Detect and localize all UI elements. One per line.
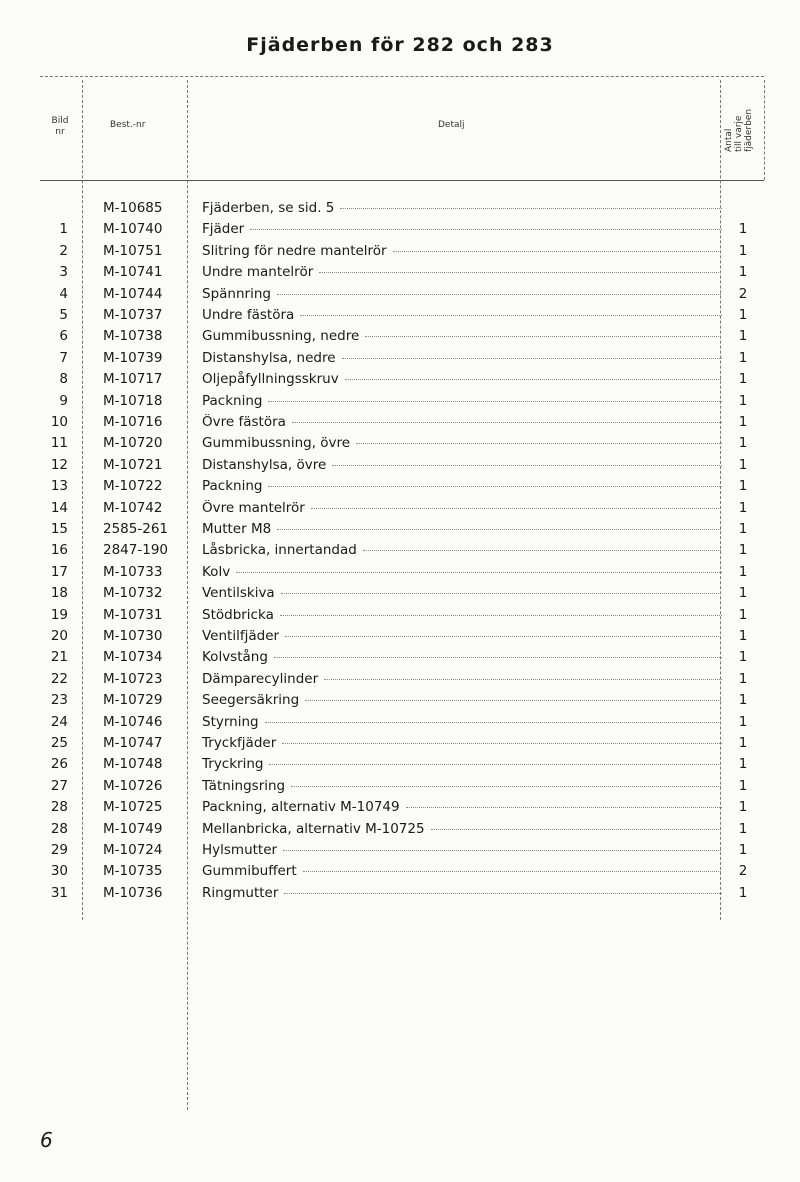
antal-qty: 1 (738, 756, 748, 773)
dot-leader (274, 657, 722, 658)
dot-leader (393, 251, 722, 252)
dot-leader (431, 829, 722, 830)
bild-nr: 3 (59, 264, 68, 281)
best-nr: M-10724 (103, 842, 163, 858)
dot-leader (277, 529, 722, 530)
table-row (0, 243, 800, 264)
antal-qty: 1 (738, 542, 748, 559)
best-nr: M-10751 (103, 242, 163, 259)
best-nr: M-10749 (103, 820, 163, 837)
best-nr: M-10748 (103, 756, 163, 773)
detalj-cell (202, 863, 722, 879)
detalj-cell (202, 307, 722, 323)
antal-qty: 1 (738, 456, 748, 473)
best-nr: M-10735 (103, 863, 163, 880)
dot-leader (292, 422, 722, 423)
antal-qty: 1 (738, 307, 748, 323)
best-nr: M-10716 (103, 414, 163, 430)
table-row (0, 863, 800, 884)
bild-nr: 30 (50, 863, 68, 880)
antal-qty: 1 (738, 349, 748, 366)
bild-nr: 7 (59, 349, 68, 366)
detalj-text: Distanshylsa, nedre (202, 349, 336, 366)
header-antal (724, 109, 754, 152)
detalj-text: Undre mantelrör (202, 264, 314, 281)
detalj-cell (202, 328, 722, 344)
detalj-text: Hylsmutter (202, 842, 278, 858)
detalj-cell (202, 414, 722, 430)
detalj-cell (202, 286, 722, 302)
detalj-text: Oljepåfyllningsskruv (202, 371, 339, 388)
table-row (0, 735, 800, 756)
dot-leader (406, 807, 722, 808)
dot-leader (280, 615, 722, 616)
best-nr: M-10725 (103, 799, 163, 816)
best-nr: M-10721 (103, 456, 163, 473)
best-nr: M-10722 (103, 478, 163, 495)
table-row (0, 200, 800, 221)
header-bild (48, 116, 72, 138)
dot-leader (363, 550, 722, 551)
dot-leader (300, 315, 722, 316)
antal-qty: 1 (738, 371, 748, 388)
bild-nr: 19 (50, 606, 68, 623)
dot-leader (342, 358, 722, 359)
best-nr: M-10741 (103, 264, 163, 281)
table-row (0, 885, 800, 906)
detalj-text: Slitring för nedre mantelrör (202, 242, 387, 259)
table-row (0, 221, 800, 242)
best-nr: M-10726 (103, 777, 163, 794)
detalj-text: Kolv (202, 563, 231, 580)
best-nr: M-10685 (103, 200, 163, 216)
detalj-cell (202, 243, 722, 259)
table-right-border (764, 80, 765, 180)
detalj-text: Packning, alternativ M-10749 (202, 799, 400, 816)
detalj-text: Seegersäkring (202, 692, 300, 709)
antal-qty: 1 (738, 435, 748, 452)
antal-qty: 1 (738, 392, 748, 409)
antal-qty: 1 (738, 414, 748, 430)
detalj-cell (202, 478, 722, 494)
table-row (0, 264, 800, 285)
detalj-text: Undre fästöra (202, 307, 295, 323)
detalj-text: Styrning (202, 713, 259, 730)
dot-leader (303, 871, 722, 872)
dot-leader (236, 572, 722, 573)
bild-nr: 11 (50, 435, 68, 452)
best-nr: M-10746 (103, 713, 163, 730)
best-nr: M-10738 (103, 328, 163, 345)
table-row (0, 799, 800, 820)
page-number: 6 (40, 1128, 53, 1152)
detalj-cell (202, 521, 722, 537)
antal-qty: 1 (738, 264, 748, 281)
header-antal-line2: till varje (734, 115, 744, 152)
dot-leader (319, 272, 722, 273)
dot-leader (345, 379, 722, 380)
detalj-cell (202, 221, 722, 237)
detalj-text: Fjäder (202, 221, 245, 238)
table-row (0, 714, 800, 735)
detalj-text: Tryckring (202, 756, 264, 773)
table-row (0, 286, 800, 307)
bild-nr: 23 (50, 692, 68, 709)
antal-qty: 2 (738, 863, 748, 880)
best-nr: M-10723 (103, 670, 163, 687)
header-antal-line3: fjäderben (744, 108, 754, 152)
detalj-text: Tätningsring (202, 777, 286, 794)
detalj-text: Ventilskiva (202, 585, 275, 602)
dot-leader (284, 893, 722, 894)
detalj-text: Packning (202, 478, 263, 495)
header-best-nr: Best.-nr (110, 120, 146, 130)
detalj-cell (202, 264, 722, 280)
antal-qty: 1 (738, 606, 748, 623)
detalj-cell (202, 885, 722, 901)
bild-nr: 18 (50, 585, 68, 602)
header-bild-label: Bild (51, 116, 69, 126)
bild-nr: 28 (50, 799, 68, 816)
best-nr: M-10734 (103, 649, 163, 666)
detalj-cell (202, 585, 722, 601)
best-nr: 2847-190 (103, 542, 168, 559)
header-detalj: Detalj (438, 120, 465, 130)
detalj-text: Packning (202, 392, 263, 409)
dot-leader (282, 743, 722, 744)
detalj-text: Låsbricka, innertandad (202, 542, 357, 559)
table-top-rule (40, 76, 764, 77)
bild-nr: 13 (50, 478, 68, 495)
best-nr: M-10739 (103, 349, 163, 366)
detalj-cell (202, 649, 722, 665)
bild-nr: 2 (59, 242, 68, 259)
dot-leader (283, 850, 722, 851)
table-row (0, 756, 800, 777)
bild-nr: 5 (59, 307, 68, 323)
dot-leader (268, 401, 722, 402)
antal-qty: 1 (738, 521, 748, 537)
antal-qty: 1 (738, 842, 748, 858)
antal-qty: 1 (738, 221, 748, 238)
bild-nr: 20 (50, 628, 68, 644)
dot-leader (285, 636, 722, 637)
bild-nr: 25 (50, 735, 68, 751)
dot-leader (311, 508, 722, 509)
dot-leader (332, 465, 722, 466)
antal-qty: 1 (738, 777, 748, 794)
dot-leader (340, 208, 722, 209)
detalj-cell (202, 714, 722, 730)
bild-nr: 21 (50, 649, 68, 666)
bild-nr: 16 (50, 542, 68, 559)
antal-qty: 1 (738, 499, 748, 516)
detalj-text: Fjäderben, se sid. 5 (202, 200, 335, 216)
detalj-text: Övre fästöra (202, 414, 286, 430)
best-nr: 2585-261 (103, 521, 168, 537)
dot-leader (356, 443, 722, 444)
table-row (0, 542, 800, 563)
detalj-text: Tryckfjäder (202, 735, 277, 751)
table-row (0, 778, 800, 799)
detalj-cell (202, 756, 722, 772)
bild-nr: 14 (50, 499, 68, 516)
detalj-text: Mellanbricka, alternativ M-10725 (202, 820, 425, 837)
antal-qty: 1 (738, 713, 748, 730)
best-nr: M-10731 (103, 606, 163, 623)
table-row (0, 585, 800, 606)
best-nr: M-10737 (103, 307, 163, 323)
bild-nr: 27 (50, 777, 68, 794)
detalj-text: Stödbricka (202, 606, 274, 623)
bild-nr: 31 (50, 884, 68, 901)
bild-nr: 29 (50, 842, 68, 858)
table-row (0, 607, 800, 628)
best-nr: M-10718 (103, 392, 163, 409)
bild-nr: 8 (59, 371, 68, 388)
detalj-cell (202, 671, 722, 687)
dot-leader (265, 722, 722, 723)
table-row (0, 628, 800, 649)
antal-qty: 1 (738, 242, 748, 259)
detalj-text: Gummibuffert (202, 863, 297, 880)
dot-leader (365, 336, 722, 337)
antal-qty: 1 (738, 563, 748, 580)
detalj-text: Gummibussning, övre (202, 435, 351, 452)
bild-nr: 15 (50, 521, 68, 537)
detalj-cell (202, 457, 722, 473)
bild-nr: 12 (50, 456, 68, 473)
table-row (0, 435, 800, 456)
detalj-cell (202, 200, 722, 216)
table-row (0, 842, 800, 863)
detalj-cell (202, 542, 722, 558)
antal-qty: 1 (738, 799, 748, 816)
best-nr: M-10740 (103, 221, 163, 238)
antal-qty: 1 (738, 670, 748, 687)
detalj-cell (202, 607, 722, 623)
table-row (0, 457, 800, 478)
detalj-cell (202, 564, 722, 580)
table-row (0, 350, 800, 371)
bild-nr: 24 (50, 713, 68, 730)
detalj-text: Kolvstång (202, 649, 268, 666)
header-bild-sub: nr (55, 127, 65, 137)
antal-qty: 1 (738, 628, 748, 644)
dot-leader (324, 679, 722, 680)
table-row (0, 328, 800, 349)
best-nr: M-10747 (103, 735, 163, 751)
table-row (0, 564, 800, 585)
dot-leader (291, 786, 722, 787)
detalj-text: Ringmutter (202, 884, 279, 901)
best-nr: M-10720 (103, 435, 163, 452)
dot-leader (250, 229, 722, 230)
best-nr: M-10717 (103, 371, 163, 388)
table-row (0, 371, 800, 392)
table-row (0, 478, 800, 499)
detalj-cell (202, 778, 722, 794)
antal-qty: 1 (738, 328, 748, 345)
detalj-cell (202, 821, 722, 837)
detalj-cell (202, 371, 722, 387)
detalj-cell (202, 500, 722, 516)
bild-nr: 4 (59, 285, 68, 302)
antal-qty: 1 (738, 884, 748, 901)
dot-leader (281, 593, 722, 594)
detalj-text: Mutter M8 (202, 521, 272, 537)
antal-qty: 1 (738, 692, 748, 709)
dot-leader (269, 764, 722, 765)
table-row (0, 414, 800, 435)
header-antal-line1: Antal (724, 128, 734, 152)
best-nr: M-10730 (103, 628, 163, 644)
bild-nr: 6 (59, 328, 68, 345)
best-nr: M-10736 (103, 884, 163, 901)
best-nr: M-10742 (103, 499, 163, 516)
detalj-cell (202, 842, 722, 858)
table-row (0, 393, 800, 414)
table-row (0, 671, 800, 692)
detalj-cell (202, 799, 722, 815)
table-row (0, 521, 800, 542)
table-row (0, 500, 800, 521)
bild-nr: 28 (50, 820, 68, 837)
table-row (0, 821, 800, 842)
best-nr: M-10732 (103, 585, 163, 602)
detalj-text: Ventilfjäder (202, 628, 280, 644)
antal-qty: 1 (738, 585, 748, 602)
detalj-cell (202, 735, 722, 751)
detalj-text: Distanshylsa, övre (202, 456, 327, 473)
detalj-cell (202, 628, 722, 644)
best-nr: M-10733 (103, 563, 163, 580)
bild-nr: 26 (50, 756, 68, 773)
detalj-text: Övre mantelrör (202, 499, 305, 516)
table-row (0, 692, 800, 713)
header-bottom-rule (40, 180, 764, 181)
bild-nr: 1 (59, 221, 68, 238)
bild-nr: 9 (59, 392, 68, 409)
detalj-cell (202, 393, 722, 409)
best-nr: M-10729 (103, 692, 163, 709)
detalj-cell (202, 350, 722, 366)
antal-qty: 1 (738, 649, 748, 666)
antal-qty: 1 (738, 820, 748, 837)
detalj-text: Gummibussning, nedre (202, 328, 360, 345)
bild-nr: 10 (50, 414, 68, 430)
antal-qty: 1 (738, 735, 748, 751)
antal-qty: 2 (738, 285, 748, 302)
best-nr: M-10744 (103, 285, 163, 302)
detalj-text: Dämparecylinder (202, 670, 319, 687)
dot-leader (277, 294, 722, 295)
antal-qty: 1 (738, 478, 748, 495)
bild-nr: 22 (50, 670, 68, 687)
bild-nr: 17 (50, 563, 68, 580)
detalj-cell (202, 692, 722, 708)
page-title: Fjäderben för 282 och 283 (246, 34, 554, 56)
dot-leader (305, 700, 722, 701)
dot-leader (268, 486, 722, 487)
table-row (0, 307, 800, 328)
detalj-text: Spännring (202, 285, 271, 302)
table-row (0, 649, 800, 670)
detalj-cell (202, 435, 722, 451)
